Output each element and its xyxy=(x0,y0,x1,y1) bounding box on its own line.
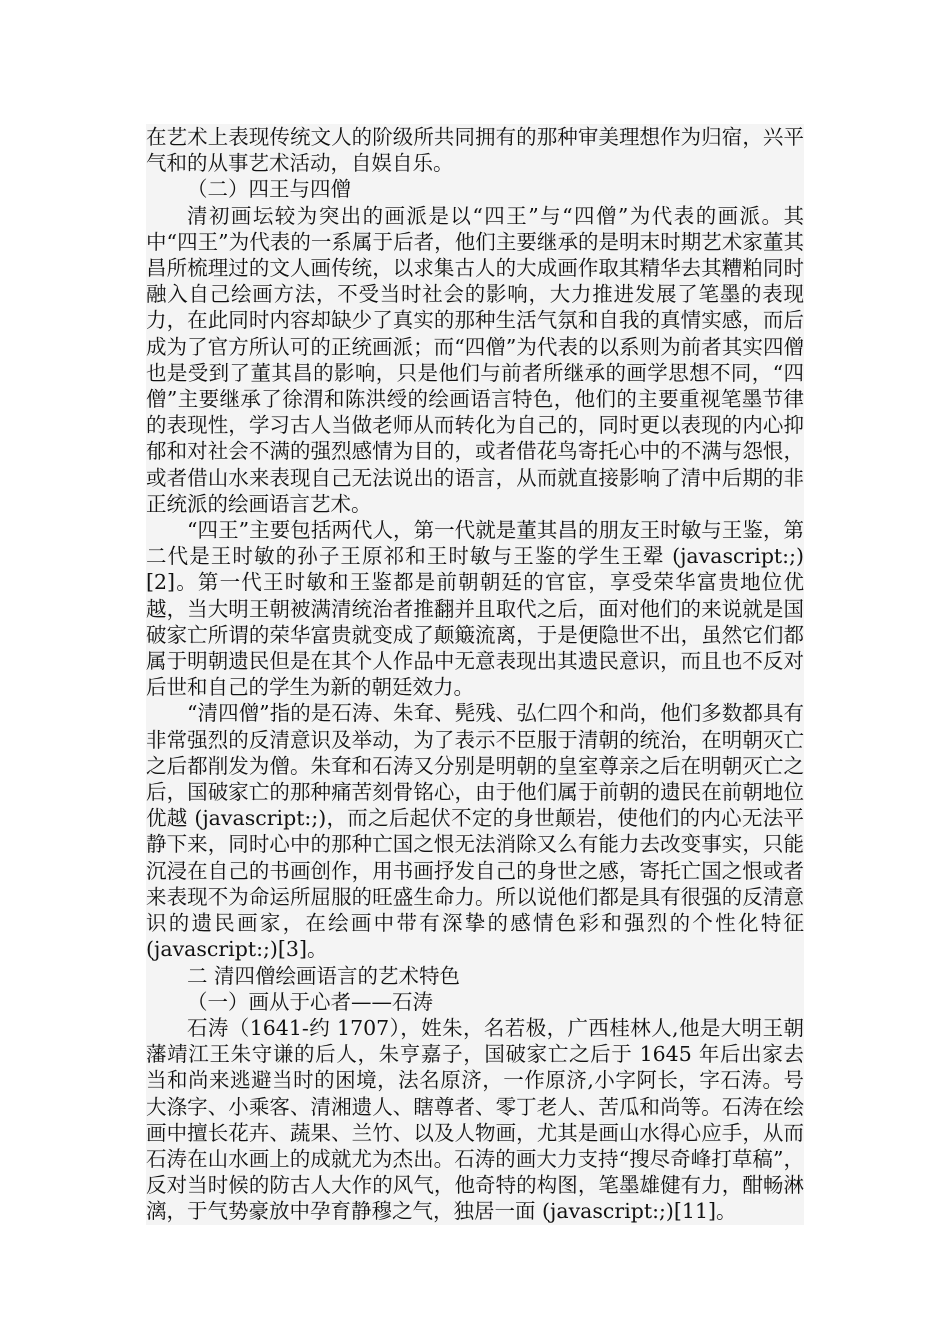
section-heading: （二）四王与四僧 xyxy=(146,176,804,202)
body-paragraph: “清四僧”指的是石涛、朱耷、髡残、弘仁四个和尚，他们多数都具有非常强烈的反清意识及举动，为了表示不臣服于清朝的统治，在明朝灭亡之后都削发为僧。朱耷和石涛又分别是明朝的皇室尊亲之后在明朝灭亡之后，国破家亡的那种痛苦刻骨铭心，由于他们属于前朝的遗民在前朝地位优越 (javascript:;)，而之后起伏不定的身世颠岩，使他们的内心无法平静下来，同时心中的那种亡国之恨无法消除又么有能力去改变事实，只能沉浸在自己的书画创作，用书画抒发自己的身世之感，寄托亡国之恨或者来表现不为命运所屈服的旺盛生命力。所以说他们都是具有很强的反清意识的遗民画家，在绘画中带有深挚的感情色彩和强烈的个性化特征 (javascript:;)[3]。 xyxy=(146,701,804,962)
section-heading: （一）画从于心者——石涛 xyxy=(146,989,804,1015)
document-page xyxy=(146,124,804,1225)
chapter-heading: 二 清四僧绘画语言的艺术特色 xyxy=(146,963,804,989)
body-paragraph: 在艺术上表现传统文人的阶级所共同拥有的那种审美理想作为归宿，兴平气和的从事艺术活动，自娱自乐。 xyxy=(146,125,804,176)
body-paragraph: 石涛（1641-约 1707），姓朱，名若极，广西桂林人,他是大明王朝藩靖江王朱守谦的后人，朱亨嘉子，国破家亡之后于 1645 年后出家去当和尚来逃避当时的困境，法名原济，一作原济,小字阿长，字石涛。号大涤字、小乘客、清湘遗人、瞎尊者、零丁老人、苦瓜和尚等。石涛在绘画中擅长花卉、蔬果、兰竹、以及人物画，尤其是画山水得心应手，从而石涛在山水画上的成就尤为杰出。石涛的画大力支持“搜尽奇峰打草稿”，反对当时候的防古人大作的风气，他奇特的构图，笔墨雄健有力，酣畅淋漓，于气势豪放中孕育静穆之气，独居一面 (javascript:;)[11]。 xyxy=(146,1015,804,1224)
body-paragraph: “四王”主要包括两代人，第一代就是董其昌的朋友王时敏与王鉴，第二代是王时敏的孙子王原祁和王时敏与王鉴的学生王翚 (javascript:;)[2]。第一代王时敏和王鉴都是前朝朝廷的官宦，享受荣华富贵地位优越，当大明王朝被满清统治者推翻并且取代之后，面对他们的来说就是国破家亡所谓的荣华富贵就变成了颠簸流离，于是便隐世不出，虽然它们都属于明朝遗民但是在其个人作品中无意表现出其遗民意识，而且也不反对后世和自己的学生为新的朝廷效力。 xyxy=(146,518,804,700)
body-paragraph: 清初画坛较为突出的画派是以“四王”与“四僧”为代表的画派。其中“四王”为代表的一系属于后者，他们主要继承的是明末时期艺术家董其昌所梳理过的文人画传统，以求集古人的大成画作取其精华去其糟粕同时融入自己绘画方法，不受当时社会的影响，大力推进发展了笔墨的表现力，在此同时内容却缺少了真实的那种生活气氛和自我的真情实感，而后成为了官方所认可的正统画派；而“四僧”为代表的以系则为前者其实四僧也是受到了董其昌的影响，只是他们与前者所继承的画学思想不同，“四僧”主要继承了徐渭和陈洪绶的绘画语言特色，他们的主要重视笔墨节律的表现性，学习古人当做老师从而转化为自己的，同时更以表现的内心抑郁和对社会不满的强烈感情为目的，或者借花鸟寄托心中的不满与怨恨，或者借山水来表现自己无法说出的语言，从而就直接影响了清中后期的非正统派的绘画语言艺术。 xyxy=(146,203,804,516)
